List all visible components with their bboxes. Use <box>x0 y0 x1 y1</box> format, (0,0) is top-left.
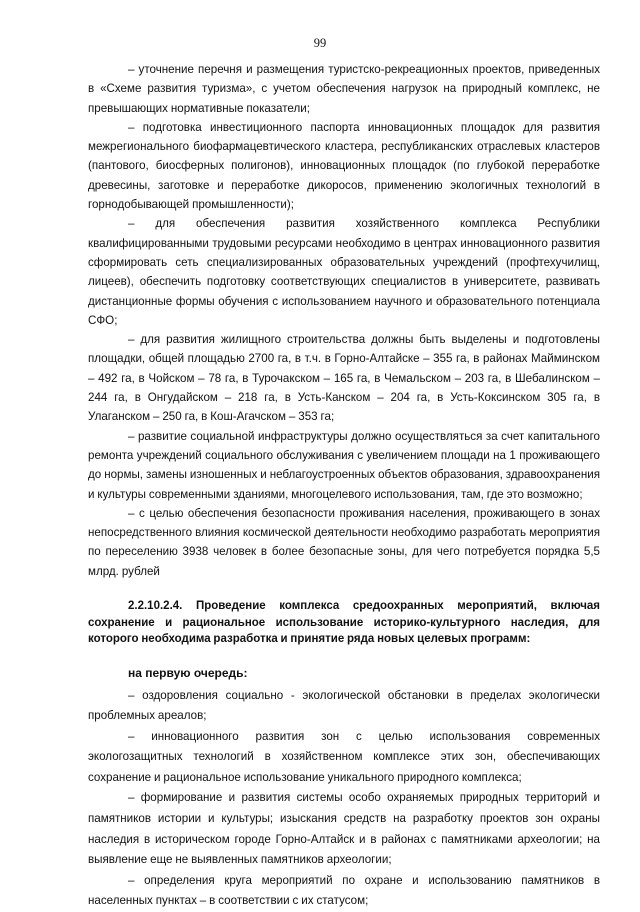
paragraph-housing-construction: – для развития жилищного строительства должны быть выделены и подготовлены площадки, общей площадью 2700 га, в т.ч. в Горно-Алтайске – 355 га, в районах Майминском – 492 га, в Чойском – 78 га, в Турочакском – 165 га, в Чемальском – 203 га, в Шебалинском – 244 га, в Онгудайском – 218 га, в Усть-Канском – 204 га, в Усть-Коксинском 305 га, в Улаганском – 250 га, в Кош-Агачском – 353 га; <box>88 333 600 424</box>
paragraph-ecological-improvement: – оздоровления социально - экологической обстановки в пределах экологически проблемных ареалов; <box>88 688 600 723</box>
page-number: 99 <box>313 36 327 50</box>
paragraph-labor-resources: – для обеспечения развития хозяйственного комплекса Республики квалифицированными трудовыми ресурсами необходимо в центрах инновационного развития сформировать сеть специализированных образовательных учреждений (профтехучилищ, лицеев), обеспечить подготовку соответствующих специалистов в университете, развивать дистанционные формы обучения с использованием научного и образовательного потенциала СФО; <box>88 217 600 327</box>
paragraph-monument-protection: – определения круга мероприятий по охране и использованию памятников в населенных пунктах – в соответствии с их статусом; <box>88 873 600 908</box>
section-heading: 2.2.10.2.4. Проведение комплекса средоохранных мероприятий, включая сохранение и рациональное использование историко-культурного наследия, для которого необходима разработка и принятие ряда новых целевых программ: <box>88 600 600 646</box>
paragraph-tourism-projects: – уточнение перечня и размещения туристско-рекреационных проектов, приведенных в «Схеме развития туризма», с учетом обеспечения нагрузок на природный комплекс, не превышающих нормативные показатели; <box>88 63 600 115</box>
paragraph-innovation-passport: – подготовка инвестиционного паспорта инновационных площадок для развития межрегионального биофармацевтического кластера, республиканских отраслевых кластеров (пантового, биосферных полигонов), инновационных площадок (по глубокой переработке древесины, заготовке и переработке дикоросов, применению экологичных технологий в горнодобывающей промышленности); <box>88 120 600 212</box>
paragraph-resettlement: – с целью обеспечения безопасности проживания населения, проживающего в зонах непосредственного влияния космической деятельности необходимо разработать мероприятия по переселению 3938 человек в более безопасные зоны, для чего потребуется порядка 5,5 млрд. рублей <box>88 506 600 578</box>
paragraph-social-infrastructure: – развитие социальной инфраструктуры должно осуществляться за счет капитального ремонта учреждений социального обслуживания с увеличением площади на 1 проживающего до нормы, замены изношенных и неблагоустроенных объектов образования, здравоохранения и культуры современными зданиями, многоцелевого использования, там, где это возможно; <box>88 429 600 501</box>
paragraph-innovation-zones: – инновационного развития зон с целью использования современных экологозащитных технологий в хозяйственном комплексе этих зон, обеспечивающих сохранение и рациональное использование уникального природного комплекса; <box>88 729 600 784</box>
priority-label: на первую очередь: <box>128 665 248 680</box>
page-body <box>88 60 600 912</box>
paragraph-protected-areas: – формирование и развития системы особо охраняемых природных территорий и памятников истории и культуры; изыскания средств на разработку проектов зон охраны наследия в историческом городе Горно-Алтайск и в районах с памятниками археологии; на выявление еще не выявленных памятников археологии; <box>88 791 600 867</box>
